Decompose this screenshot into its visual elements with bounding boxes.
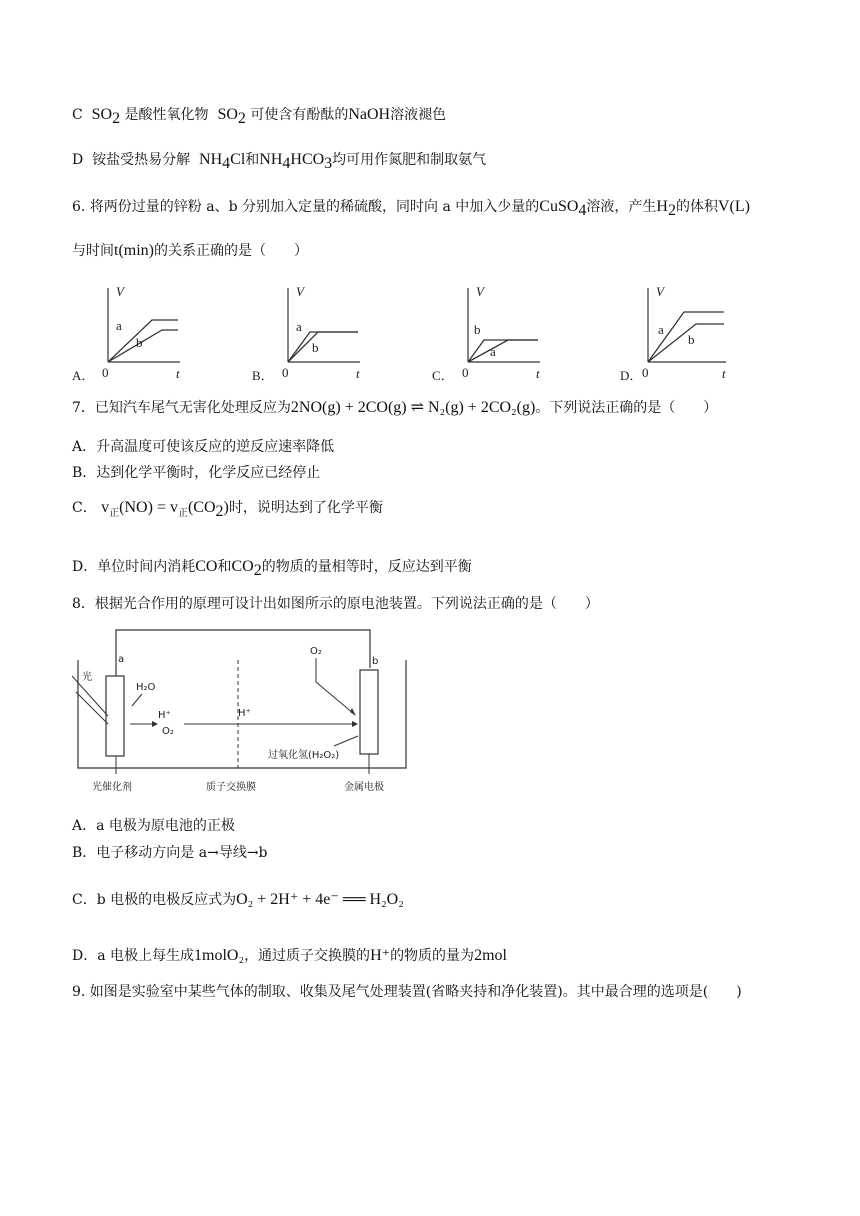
svg-text:B．: B． (252, 368, 274, 383)
q7-option-c: C． $v_正(NO) = v_正(CO_2)$时，说明达到了化学平衡 (72, 499, 383, 520)
svg-text:过氧化氢(H₂O₂): 过氧化氢(H₂O₂) (268, 750, 340, 761)
svg-text:b: b (688, 332, 695, 347)
q9-stem: 9. 如图是实验室中某些气体的制取、收集及尾气处理装置(省略夹持和净化装置)。其中最合理的选项是( ) (72, 984, 742, 1000)
svg-text:质子交换膜: 质子交换膜 (206, 782, 256, 793)
svg-text:金属电极: 金属电极 (344, 782, 384, 793)
q7-option-d: D．单位时间内消耗CO和$CO_2$的物质的量相等时，反应达到平衡 (72, 558, 472, 579)
q8-option-d: D．a 电极上每生成1molO₂，通过质子交换膜的H⁺的物质的量为2mol (72, 947, 507, 964)
svg-text:C．: C． (432, 368, 454, 383)
svg-text:b: b (136, 335, 143, 350)
svg-text:V: V (296, 284, 304, 299)
graph-a (72, 284, 180, 383)
svg-text:D．: D． (620, 368, 643, 383)
svg-text:光催化剂: 光催化剂 (92, 782, 132, 793)
svg-text:t: t (722, 366, 726, 381)
q8-cell-diagram (72, 620, 412, 800)
q7-option-b: B．达到化学平衡时，化学反应已经停止 (72, 465, 321, 481)
svg-text:a: a (116, 318, 122, 333)
svg-text:a: a (490, 344, 496, 359)
svg-text:t: t (176, 366, 180, 381)
svg-text:t: t (536, 366, 540, 381)
svg-text:a: a (118, 654, 125, 665)
q8-stem: 8．根据光合作用的原理可设计出如图所示的原电池装置。下列说法正确的是（ ） (72, 596, 599, 612)
svg-text:a: a (658, 322, 664, 337)
svg-text:V: V (116, 284, 124, 299)
svg-text:O₂: O₂ (162, 726, 174, 737)
svg-text:0: 0 (282, 365, 289, 380)
svg-text:b: b (312, 340, 319, 355)
svg-text:O₂: O₂ (310, 646, 322, 657)
svg-text:b: b (474, 322, 481, 337)
svg-text:0: 0 (102, 365, 109, 380)
svg-text:A．: A． (72, 368, 95, 383)
graph-d (620, 284, 726, 383)
svg-text:光: 光 (82, 672, 92, 683)
q7-option-a: A．升高温度可使该反应的逆反应速率降低 (72, 439, 335, 455)
q8-option-b: B．电子移动方向是 a→导线→b (72, 845, 268, 861)
svg-text:0: 0 (462, 365, 469, 380)
svg-text:V: V (656, 284, 664, 299)
q8-option-c: C．b 电极的电极反应式为O₂ + 2H⁺ + 4e⁻ ══ H₂O₂ (72, 891, 404, 908)
svg-text:H⁺: H⁺ (158, 710, 171, 721)
q6-stem-line2: 与时间t(min)的关系正确的是（ ） (72, 242, 308, 259)
q6-graphs (72, 282, 792, 387)
q7-stem: 7．已知汽车尾气无害化处理反应为2NO(g) + 2CO(g) ⇌ N₂(g) + 2CO₂(g)。下列说法正确的是（ ） (72, 399, 718, 416)
svg-text:a: a (296, 319, 302, 334)
svg-text:0: 0 (642, 365, 649, 380)
graph-b (252, 284, 360, 383)
svg-text:H₂O: H₂O (136, 682, 156, 693)
svg-text:b: b (372, 656, 379, 667)
graph-c (432, 284, 540, 383)
svg-text:H⁺: H⁺ (238, 708, 251, 719)
svg-text:V: V (476, 284, 484, 299)
q6-stem-line1: 6. 将两份过量的锌粉 a、b 分别加入定量的稀硫酸，同时向 a 中加入少量的CuSO$_4$溶液，产生$H_2$的体积V(L) (72, 198, 750, 219)
svg-text:t: t (356, 366, 360, 381)
q5-option-d: D 铵盐受热易分解 $NH_4Cl$和$NH_4HCO_3$均可用作氮肥和制取氨气 (72, 151, 487, 172)
q5-option-c: C $SO_2$ 是酸性氧化物 $SO_2$ 可使含有酚酞的NaOH溶液褪色 (72, 106, 447, 127)
q8-option-a: A．a 电极为原电池的正极 (72, 818, 235, 834)
